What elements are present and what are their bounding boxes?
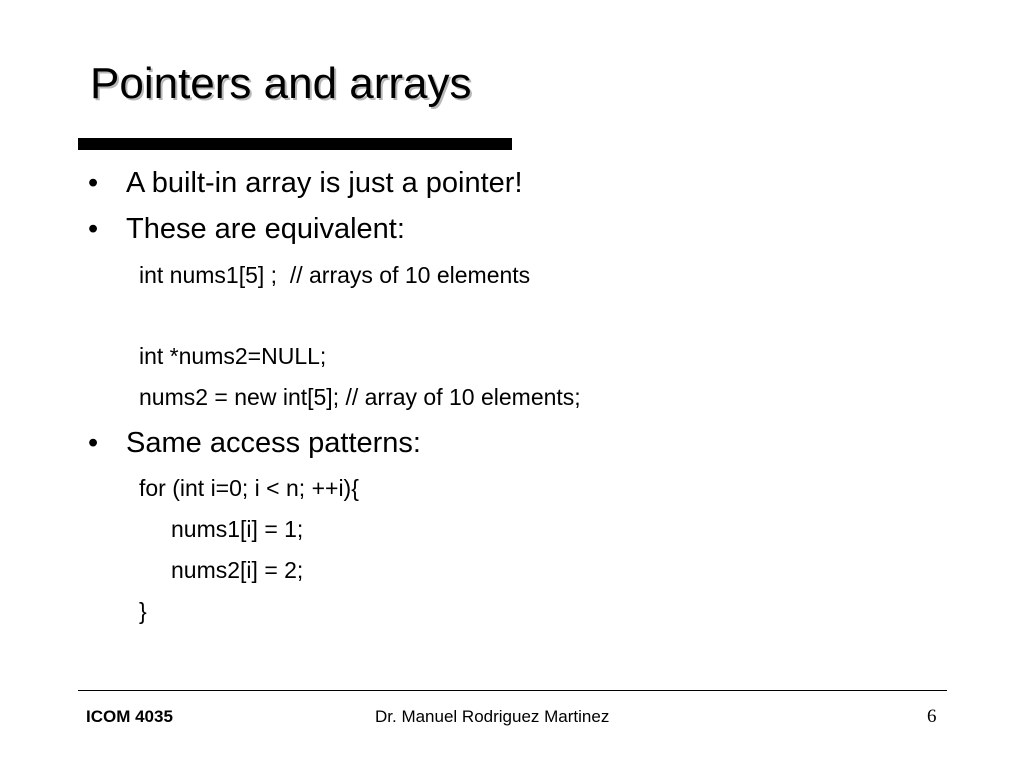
title-underline-bar: [78, 138, 512, 150]
code-line: nums1[i] = 1;: [171, 516, 304, 542]
code-line: nums2[i] = 2;: [171, 557, 304, 583]
code-line: for (int i=0; i < n; ++i){: [139, 475, 359, 501]
footer-divider: [78, 690, 947, 691]
bullet-item: Same access patterns:: [126, 427, 421, 459]
code-line: int nums1[5] ; // arrays of 10 elements: [139, 262, 531, 288]
bullet-marker: •: [88, 167, 99, 199]
slide-title: Pointers and arrays: [90, 59, 472, 108]
code-line: int *nums2=NULL;: [139, 343, 327, 369]
code-line: nums2 = new int[5]; // array of 10 elements;: [139, 384, 581, 410]
footer-author: Dr. Manuel Rodriguez Martinez: [375, 707, 610, 726]
footer-course: ICOM 4035: [86, 707, 173, 726]
code-line: }: [139, 598, 147, 624]
bullet-marker: •: [88, 213, 99, 245]
bullet-item: A built-in array is just a pointer!: [126, 167, 523, 199]
bullet-item: These are equivalent:: [126, 213, 405, 245]
bullet-marker: •: [88, 427, 99, 459]
footer-page-number: 6: [927, 706, 937, 727]
